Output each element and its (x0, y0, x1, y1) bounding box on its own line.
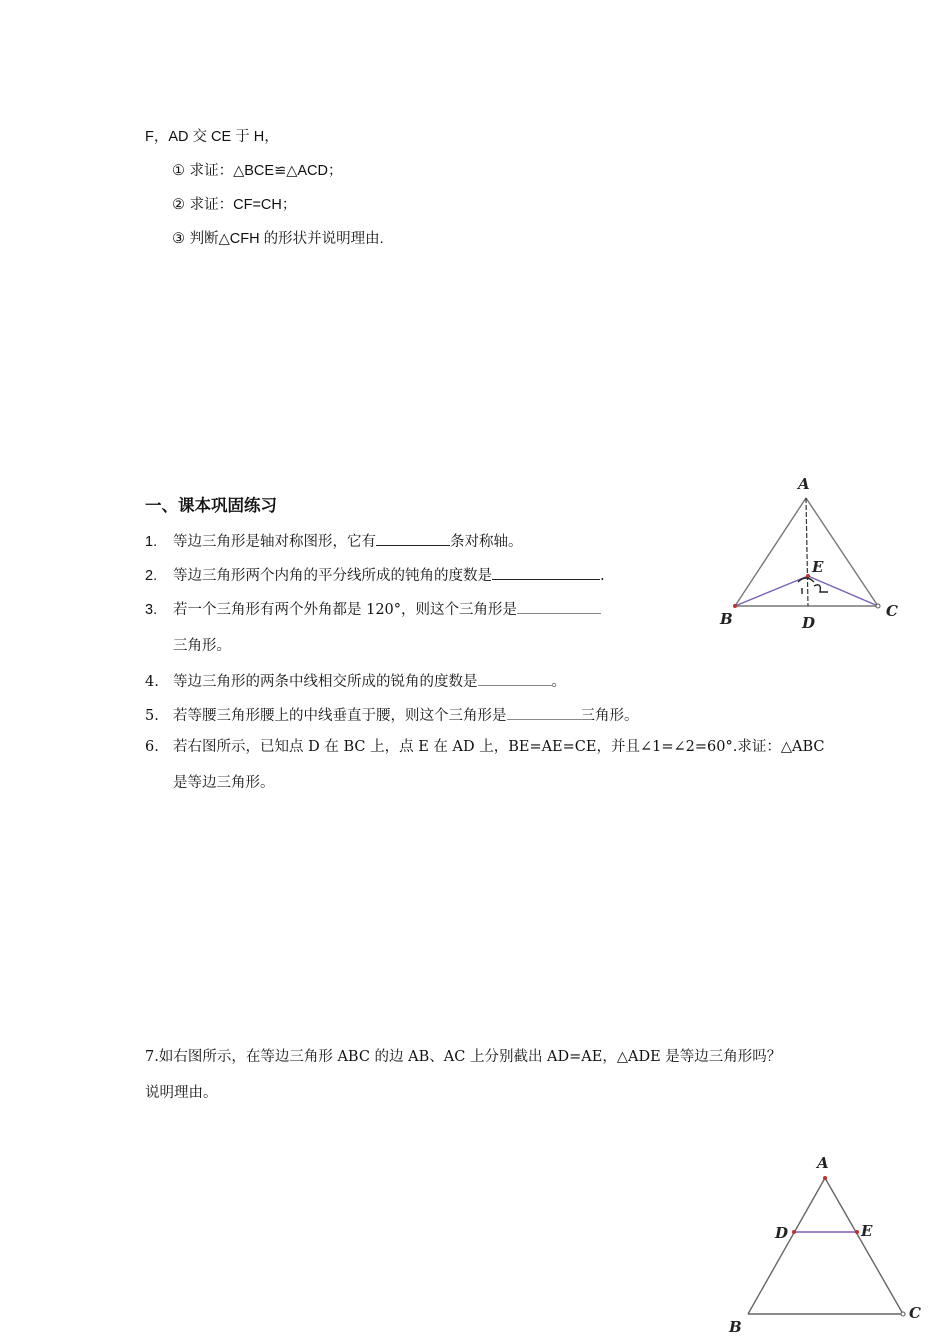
item-marker: ① (172, 163, 185, 179)
triangle-outline (748, 1178, 903, 1314)
label-B: B (720, 610, 733, 628)
point-C (901, 1312, 905, 1316)
exercise-text: 等边三角形的两条中线相交所成的锐角的度数是 (173, 674, 478, 690)
exercise-text: 若等腰三角形腰上的中线垂直于腰，则这个三角形是 (173, 708, 507, 724)
answer-blank[interactable] (492, 564, 600, 580)
point-C (876, 604, 880, 608)
label-A: A (798, 475, 810, 493)
item-marker: ③ (172, 231, 185, 247)
exercise-4 (145, 670, 566, 692)
label-A: A (817, 1154, 829, 1172)
exercise-text-after: . (600, 568, 605, 584)
prev-problem-continuation: F，AD 交 CE 于 H， (145, 129, 279, 145)
prev-item-3 (172, 229, 384, 249)
point-B (733, 604, 737, 608)
exercise-2 (145, 564, 605, 586)
item-text: 判断△CFH 的形状并说明理由. (189, 231, 384, 247)
exercise-number: 3. (145, 602, 158, 618)
exercise-1 (145, 530, 523, 552)
label-E: E (861, 1222, 873, 1240)
prev-item-1 (172, 161, 343, 181)
item-text: 求证：CF=CH； (189, 197, 297, 213)
figure-1-triangle (710, 470, 910, 640)
exercise-6 (145, 737, 824, 757)
angle-marks (798, 578, 828, 594)
label-C: C (909, 1304, 921, 1322)
answer-blank[interactable] (507, 704, 581, 720)
point-D (792, 1230, 796, 1234)
exercise-5 (145, 704, 639, 726)
label-C: C (886, 602, 898, 620)
exercise-text: 若右图所示，已知点 D 在 BC 上，点 E 在 AD 上，BE=AE=CE，并且∠1=∠2=60°.求证：△ABC (173, 739, 825, 755)
section-title: 一、课本巩固练习 (145, 496, 277, 515)
exercise-3-continuation: 三角形。 (173, 638, 231, 654)
exercise-number: 2. (145, 568, 158, 584)
prev-item-2 (172, 195, 296, 215)
point-A (823, 1176, 827, 1180)
problem-7-line-1: 7.如右图所示，在等边三角形 ABC 的边 AB、AC 上分别截出 AD=AE，△ADE 是等边三角形吗？ (145, 1049, 782, 1065)
label-D: D (802, 614, 816, 632)
exercise-number: 4. (145, 674, 159, 690)
answer-blank[interactable] (376, 530, 450, 546)
exercise-text: 等边三角形两个内角的平分线所成的钝角的度数是 (173, 568, 492, 584)
point-E (855, 1230, 859, 1234)
exercise-number: 6. (145, 739, 159, 755)
exercise-text-after: 。 (551, 674, 566, 690)
exercise-text-after: 条对称轴。 (450, 534, 523, 550)
label-E: E (812, 558, 824, 576)
exercise-number: 5. (145, 708, 159, 724)
exercise-number: 1. (145, 534, 158, 550)
exercise-text: 等边三角形是轴对称图形，它有 (173, 534, 376, 550)
answer-blank[interactable] (478, 670, 552, 686)
label-D: D (775, 1224, 789, 1242)
item-text: 求证：△BCE≌△ACD； (189, 163, 343, 179)
answer-blank[interactable] (517, 598, 601, 614)
label-B: B (729, 1318, 742, 1336)
exercise-text: 若一个三角形有两个外角都是 120°，则这个三角形是 (173, 602, 518, 618)
exercise-3 (145, 598, 601, 620)
item-marker: ② (172, 197, 185, 213)
segment-AD (806, 498, 808, 606)
figure-2-triangle (715, 1150, 935, 1340)
exercise-6-continuation: 是等边三角形。 (173, 775, 275, 791)
problem-7-line-2: 说明理由。 (145, 1085, 218, 1101)
exercise-text-after: 三角形。 (580, 708, 639, 724)
